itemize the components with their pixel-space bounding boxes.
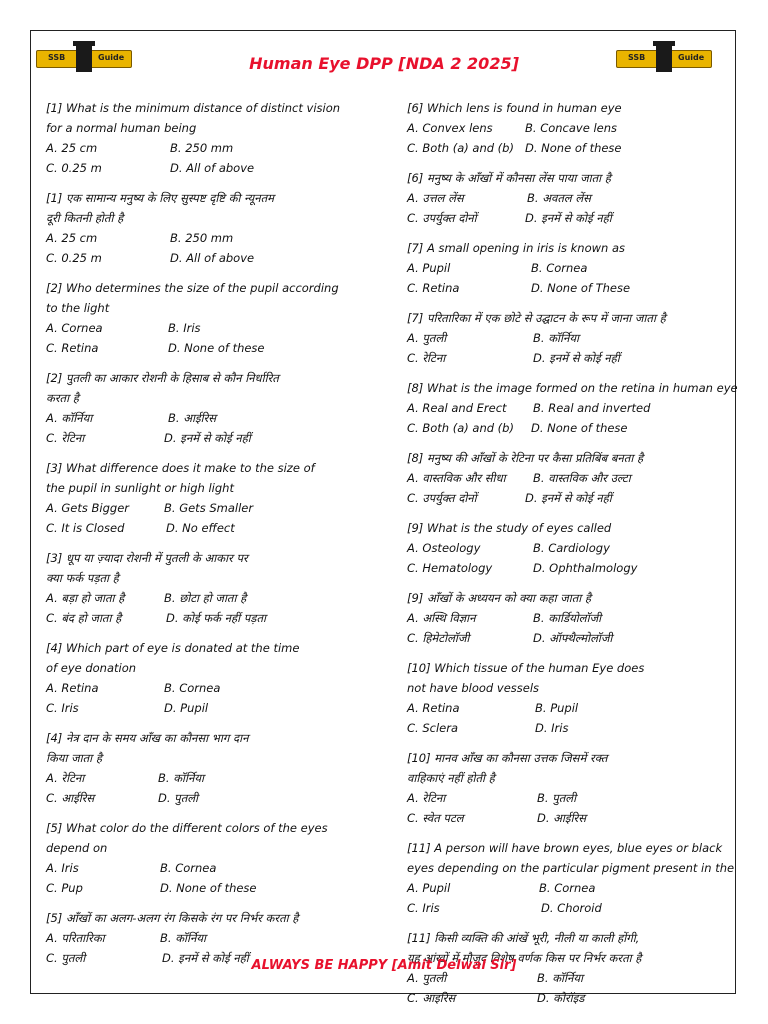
- option-text: C. Iris: [46, 701, 79, 715]
- option-text: A. कॉर्निया: [46, 411, 93, 425]
- option-text: A. Iris: [46, 861, 79, 875]
- option-text: D. ऑफ्थैल्मोलॉजी: [533, 631, 613, 645]
- option-row: [407, 898, 727, 918]
- option-text: B. Real and inverted: [533, 401, 651, 415]
- option-text: A. बड़ा हो जाता है: [46, 591, 125, 605]
- question-block: [46, 188, 376, 268]
- question-text: the pupil in sunlight or high light: [46, 481, 234, 495]
- option-row: [407, 788, 727, 808]
- question-text: to the light: [46, 301, 110, 315]
- question-text: [4] Which part of eye is donated at the time: [46, 641, 300, 655]
- option-row: [407, 118, 727, 138]
- option-row: [407, 208, 727, 228]
- option-text: D. Iris: [535, 721, 569, 735]
- option-text: B. अवतल लेंस: [527, 191, 591, 205]
- question-block: [46, 98, 376, 178]
- question-text: [1] एक सामान्य मनुष्य के लिए सुस्पष्ट दृष्टि की न्यूनतम: [46, 191, 275, 205]
- option-text: C. उपर्युक्त दोनों: [407, 211, 477, 225]
- option-text: A. पुतली: [407, 331, 447, 345]
- option-text: A. Pupil: [407, 881, 451, 895]
- option-text: A. परितारिका: [46, 931, 105, 945]
- option-row: [407, 328, 727, 348]
- option-row: [407, 188, 727, 208]
- option-row: [46, 588, 376, 608]
- question-block: [407, 448, 727, 508]
- option-text: C. रेटिना: [46, 431, 85, 445]
- option-text: C. पुतली: [46, 951, 86, 965]
- option-text: C. It is Closed: [46, 521, 125, 535]
- page-title: Human Eye DPP [NDA 2 2025]: [249, 54, 519, 73]
- option-text: D. पुतली: [158, 791, 199, 805]
- logo-text-ssb: SSB: [48, 53, 66, 62]
- question-text: [11] किसी व्यक्ति की आंखें भूरी, नीली या काली होंगी,: [407, 931, 640, 945]
- option-text: B. Cornea: [160, 861, 217, 875]
- question-text: क्या फर्क पड़ता है: [46, 571, 119, 585]
- question-text: [7] परितारिका में एक छोटे से उद्घाटन के रूप में जाना जाता है: [407, 311, 666, 325]
- right-question-column: [407, 98, 738, 1018]
- question-block: [46, 278, 376, 358]
- footer-motto: ALWAYS BE HAPPY [Amit Delwal Sir]: [251, 958, 517, 973]
- option-text: D. आईरिस: [537, 811, 587, 825]
- question-text: [3] धूप या ज़्यादा रोशनी में पुतली के आकार पर: [46, 551, 248, 565]
- question-text: वाहिकाएं नहीं होती है: [407, 771, 495, 785]
- option-text: B. 250 mm: [170, 141, 234, 155]
- option-row: [407, 808, 727, 828]
- question-text: [5] What color do the different colors of the eyes: [46, 821, 328, 835]
- option-row: [407, 398, 727, 418]
- option-text: D. Choroid: [541, 901, 602, 915]
- option-row: [46, 158, 376, 178]
- question-block: [46, 728, 376, 808]
- option-row: [407, 698, 727, 718]
- option-text: D. All of above: [170, 161, 255, 175]
- option-row: [46, 248, 376, 268]
- option-text: B. Cardiology: [533, 541, 610, 555]
- question-text: for a normal human being: [46, 121, 197, 135]
- question-text: किया जाता है: [46, 751, 102, 765]
- option-row: [46, 518, 376, 538]
- option-row: [407, 348, 727, 368]
- option-text: A. Pupil: [407, 261, 451, 275]
- question-block: [46, 548, 376, 628]
- option-text: D. Pupil: [164, 701, 209, 715]
- option-row: [46, 338, 376, 358]
- option-text: C. 0.25 m: [46, 251, 102, 265]
- question-block: [46, 818, 376, 898]
- question-text: यह आंखों में मौजूद विशेष वर्णक किस पर निर्भर करता है: [407, 951, 642, 965]
- option-text: A. Real and Erect: [407, 401, 507, 415]
- option-text: B. Gets Smaller: [164, 501, 254, 515]
- question-text: not have blood vessels: [407, 681, 540, 695]
- option-text: B. 250 mm: [170, 231, 234, 245]
- option-row: [407, 558, 727, 578]
- option-row: [407, 258, 727, 278]
- option-row: [407, 718, 727, 738]
- question-block: [46, 458, 376, 538]
- option-text: C. हिमेटोलॉजी: [407, 631, 470, 645]
- left-question-column: [46, 98, 376, 978]
- question-block: [407, 838, 735, 918]
- option-text: C. Sclera: [407, 721, 459, 735]
- option-text: C. Retina: [407, 281, 460, 295]
- question-text: [9] आँखों के अध्ययन को क्या कहा जाता है: [407, 591, 592, 605]
- question-text: दूरी कितनी होती है: [46, 211, 124, 225]
- option-text: A. 25 cm: [46, 141, 98, 155]
- option-text: A. रेटिना: [407, 791, 446, 805]
- option-text: B. Cornea: [539, 881, 596, 895]
- option-row: [46, 408, 376, 428]
- option-text: D. None of these: [168, 341, 265, 355]
- question-text: [3] What difference does it make to the size of: [46, 461, 315, 475]
- option-text: B. कार्डियोलॉजी: [533, 611, 602, 625]
- option-text: A. 25 cm: [46, 231, 98, 245]
- option-text: A. Convex lens: [407, 121, 493, 135]
- option-text: D. None of These: [531, 281, 631, 295]
- logo-text-ssb: SSB: [628, 53, 646, 62]
- option-text: B. कॉर्निया: [533, 331, 580, 345]
- option-row: [46, 928, 376, 948]
- question-text: depend on: [46, 841, 108, 855]
- option-text: B. कॉर्निया: [158, 771, 205, 785]
- question-block: [407, 748, 727, 828]
- option-text: B. वास्तविक और उल्टा: [533, 471, 631, 485]
- option-text: C. बंद हो जाता है: [46, 611, 122, 625]
- option-text: A. वास्तविक और सीधा: [407, 471, 506, 485]
- question-block: [407, 98, 727, 158]
- option-text: D. No effect: [166, 521, 235, 535]
- option-row: [407, 468, 727, 488]
- question-text: [8] मनुष्य की आँखों के रेटिना पर कैसा प्रतिबिंब बनता है: [407, 451, 644, 465]
- option-row: [46, 698, 376, 718]
- question-block: [407, 518, 727, 578]
- option-text: C. आइरिस: [407, 991, 456, 1005]
- option-text: A. उत्तल लेंस: [407, 191, 464, 205]
- option-text: C. Both (a) and (b): [407, 141, 514, 155]
- option-text: C. आईरिस: [46, 791, 95, 805]
- option-text: D. All of above: [170, 251, 255, 265]
- option-row: [46, 138, 376, 158]
- option-row: [46, 768, 376, 788]
- option-row: [46, 788, 376, 808]
- question-text: [10] मानव आँख का कौनसा उत्तक जिसमें रक्त: [407, 751, 608, 765]
- option-text: D. इनमें से कोई नहीं: [533, 351, 620, 365]
- option-text: B. Cornea: [164, 681, 221, 695]
- question-text: करता है: [46, 391, 79, 405]
- option-row: [407, 278, 727, 298]
- question-text: [4] नेत्र दान के समय आँख का कौनसा भाग दान: [46, 731, 249, 745]
- question-text: [6] Which lens is found in human eye: [407, 101, 622, 115]
- question-text: [2] पुतली का आकार रोशनी के हिसाब से कौन निर्धारित: [46, 371, 279, 385]
- option-text: C. Both (a) and (b): [407, 421, 514, 435]
- question-text: eyes depending on the particular pigment present in the: [407, 861, 735, 875]
- option-text: B. Concave lens: [525, 121, 618, 135]
- option-row: [46, 678, 376, 698]
- question-text: [7] A small opening in iris is known as: [407, 241, 626, 255]
- option-text: A. Cornea: [46, 321, 103, 335]
- option-text: D. None of these: [160, 881, 257, 895]
- question-text: of eye donation: [46, 661, 137, 675]
- question-block: [407, 658, 727, 738]
- option-text: C. Hematology: [407, 561, 493, 575]
- option-row: [46, 858, 376, 878]
- question-block: [407, 588, 727, 648]
- question-text: [6] मनुष्य के आँखों में कौनसा लेंस पाया जाता है: [407, 171, 611, 185]
- option-text: B. पुतली: [537, 791, 577, 805]
- option-text: C. रेटिना: [407, 351, 446, 365]
- option-text: D. None of these: [531, 421, 628, 435]
- question-block: [407, 168, 727, 228]
- option-row: [407, 138, 727, 158]
- option-text: B. कॉर्निया: [160, 931, 207, 945]
- question-text: [2] Who determines the size of the pupil according: [46, 281, 339, 295]
- question-block: [46, 638, 376, 718]
- question-block: [407, 238, 727, 298]
- option-row: [407, 608, 727, 628]
- question-text: [8] What is the image formed on the retina in human eye: [407, 381, 738, 395]
- question-text: [1] What is the minimum distance of distinct vision: [46, 101, 341, 115]
- question-block: [46, 368, 376, 448]
- option-row: [407, 878, 727, 898]
- question-text: [9] What is the study of eyes called: [407, 521, 612, 535]
- option-text: B. छोटा हो जाता है: [164, 591, 247, 605]
- option-text: C. Iris: [407, 901, 440, 915]
- option-text: D. Ophthalmology: [533, 561, 638, 575]
- logo-text-guide: Guide: [678, 53, 705, 62]
- logo-text-guide: Guide: [98, 53, 125, 62]
- option-text: C. Pup: [46, 881, 83, 895]
- option-row: [407, 538, 727, 558]
- question-text: [10] Which tissue of the human Eye does: [407, 661, 645, 675]
- option-text: A. अस्थि विज्ञान: [407, 611, 476, 625]
- option-text: D. इनमें से कोई नहीं: [164, 431, 251, 445]
- option-text: C. स्वेत पटल: [407, 811, 464, 825]
- option-row: [46, 428, 376, 448]
- option-row: [46, 608, 376, 628]
- option-text: D. इनमें से कोई नहीं: [525, 211, 612, 225]
- option-text: C. 0.25 m: [46, 161, 102, 175]
- option-text: B. Iris: [168, 321, 201, 335]
- option-text: C. Retina: [46, 341, 99, 355]
- option-text: A. रेटिना: [46, 771, 85, 785]
- question-text: [11] A person will have brown eyes, blue eyes or black: [407, 841, 723, 855]
- option-text: B. Pupil: [535, 701, 579, 715]
- question-block: [407, 308, 727, 368]
- option-text: A. Osteology: [407, 541, 481, 555]
- option-row: [407, 488, 727, 508]
- option-row: [46, 318, 376, 338]
- option-row: [46, 228, 376, 248]
- option-text: D. इनमें से कोई नहीं: [162, 951, 249, 965]
- option-text: D. कोरॉइड: [537, 991, 585, 1005]
- option-row: [407, 418, 727, 438]
- option-text: C. उपर्युक्त दोनों: [407, 491, 477, 505]
- option-text: B. Cornea: [531, 261, 588, 275]
- option-text: A. Retina: [407, 701, 460, 715]
- option-row: [407, 988, 727, 1008]
- question-block: [407, 378, 738, 438]
- option-text: D. None of these: [525, 141, 622, 155]
- option-text: A. Gets Bigger: [46, 501, 130, 515]
- option-row: [407, 628, 727, 648]
- option-row: [46, 878, 376, 898]
- question-text: [5] आँखों का अलग-अलग रंग किसके रंग पर निर्भर करता है: [46, 911, 299, 925]
- option-text: D. कोई फर्क नहीं पड़ता: [166, 611, 266, 625]
- option-text: A. पुतली: [407, 971, 447, 985]
- option-text: A. Retina: [46, 681, 99, 695]
- option-text: B. कॉर्निया: [537, 971, 584, 985]
- option-text: B. आईरिस: [168, 411, 217, 425]
- option-row: [46, 498, 376, 518]
- option-text: D. इनमें से कोई नहीं: [525, 491, 612, 505]
